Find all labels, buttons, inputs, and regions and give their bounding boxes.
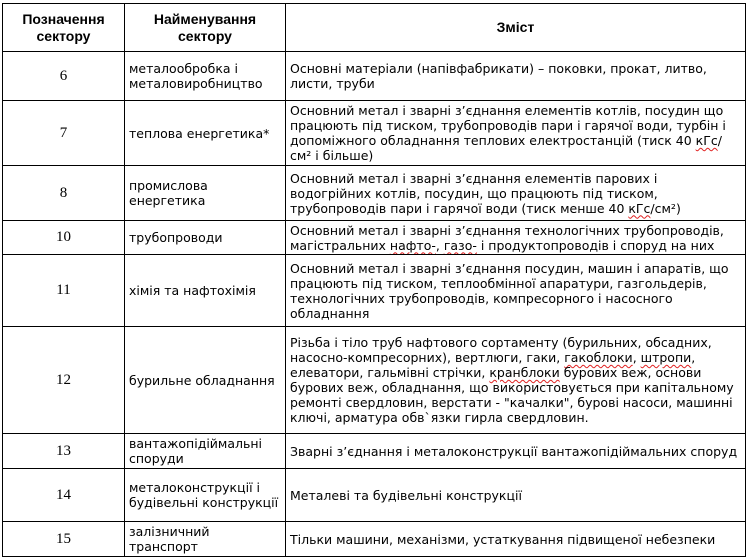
sector-name: вантажопідіймальні споруди: [125, 434, 286, 469]
sector-content: Основний метал і зварні з’єднання елементів котлів, посудин що працюють під тиском, трубопроводів пари і гарячої води, турбін і допоміжного обладнання теплових електростанцій (тиск 40 кГс/см² і більше): [286, 101, 746, 166]
sector-name: залізничний транспорт: [125, 522, 286, 557]
sector-content: Зварні з’єднання і металоконструкції вантажопідіймальних споруд: [286, 434, 746, 469]
table-row: [3, 469, 746, 522]
sector-content: Основні матеріали (напівфабрикати) – поковки, прокат, литво, листи, труби: [286, 52, 746, 101]
header-row: [3, 4, 746, 52]
table-row: [3, 166, 746, 221]
sector-name: металоконструкції і будівельні конструкції: [125, 469, 286, 522]
sector-content: Металеві та будівельні конструкції: [286, 469, 746, 522]
sector-code: 12: [3, 327, 125, 434]
sector-name: теплова енергетика*: [125, 101, 286, 166]
sector-code: 7: [3, 101, 125, 166]
sector-code: 8: [3, 166, 125, 221]
sector-content: Різьба і тіло труб нафтового сортаменту (бурильних, обсадних, насосно-компресорних), вертлюги, гаки, гакоблоки, штропи, елеватори, гальмівні стрічки, кранблоки бурових веж, основи бурових веж, обладнання, що використовується при капітальному ремонті свердловин, верстати - "качалки", бурові насоси, машинні ключі, арматура обв`язки гирла свердловин.: [286, 327, 746, 434]
sector-content: Тільки машини, механізми, устаткування підвищеної небезпеки: [286, 522, 746, 557]
table-row: [3, 221, 746, 255]
sector-code: 10: [3, 221, 125, 255]
table-row: [3, 101, 746, 166]
sector-content: Основний метал і зварні з’єднання технологічних трубопроводів, магістральних нафто-, газо- і продуктопроводів і споруд на них: [286, 221, 746, 255]
sector-name: металообробка і металовиробництво: [125, 52, 286, 101]
sector-name: хімія та нафтохімія: [125, 255, 286, 327]
table-row: [3, 52, 746, 101]
table-row: [3, 327, 746, 434]
sector-code: 15: [3, 522, 125, 557]
table-row: [3, 522, 746, 557]
sector-content: Основний метал і зварні з’єднання елементів парових і водогрійних котлів, посудин, що працюють під тиском, трубопроводів пари і гарячої води (тиск менше 40 кГс/см²): [286, 166, 746, 221]
sector-code: 6: [3, 52, 125, 101]
sector-content: Основний метал і зварні з’єднання посудин, машин і апаратів, що працюють під тиском, теплообмінної апаратури, газгольдерів, технологічних трубопроводів, компресорного і насосного обладнання: [286, 255, 746, 327]
sectors-table: [2, 3, 746, 557]
header-content: Зміст: [286, 4, 746, 52]
sector-code: 14: [3, 469, 125, 522]
sector-code: 11: [3, 255, 125, 327]
table-row: [3, 255, 746, 327]
sector-name: трубопроводи: [125, 221, 286, 255]
sector-name: промислова енергетика: [125, 166, 286, 221]
table-row: [3, 434, 746, 469]
sector-name: бурильне обладнання: [125, 327, 286, 434]
sector-code: 13: [3, 434, 125, 469]
header-name: Найменування сектору: [125, 4, 286, 52]
header-code: Позначення сектору: [3, 4, 125, 52]
